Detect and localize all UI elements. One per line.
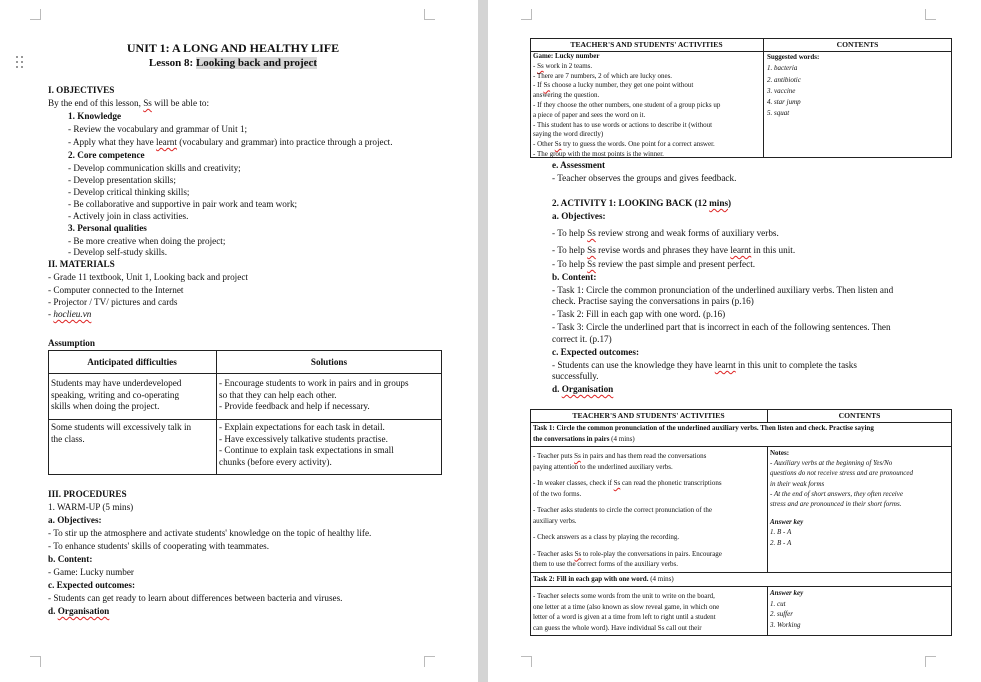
personal-heading: 3. Personal qualities — [68, 223, 147, 233]
warmup-content: - Game: Lucky number — [48, 567, 134, 577]
knowledge-item: - Apply what they have learnt (vocabulary and grammar) into practice through a project. — [68, 137, 393, 147]
table-divider — [767, 446, 768, 572]
competence-item: - Develop presentation skills; — [68, 175, 176, 185]
activity1-task: - Task 3: Circle the underlined part that is incorrect in each of the following sentences. Then — [552, 322, 891, 332]
crop-mark — [925, 9, 936, 20]
competence-heading: 2. Core competence — [68, 150, 145, 160]
task1-activities: - Teacher puts Ss in pairs and has them read the conversations paying attention to the underlined auxiliary verbs. - In weaker classes, check if Ss can read the phonetic transcriptions of the two forms. - Teacher asks students to circle the correct pronunciation of the auxiliary verbs. - Check answers as a class by playing the recording. - Teacher asks Ss to role-play the conversations in pairs. Encourage them to use the correct forms of the auxiliary verbs. — [533, 452, 722, 568]
objectives-heading: I. OBJECTIVES — [48, 85, 115, 95]
activity1-objective: - To help Ss review the past simple and present perfect. — [552, 259, 756, 269]
table-header-activities: TEACHER'S AND STUDENTS' ACTIVITIES — [570, 40, 723, 49]
materials-heading: II. MATERIALS — [48, 259, 115, 269]
difficulty-cell: Students may have underdeveloped speaking, writing and co-operating skills when doing the project. — [51, 378, 182, 411]
competence-item: - Develop communication skills and creativity; — [68, 163, 241, 173]
table-header-solutions: Solutions — [310, 357, 348, 367]
activity1-outcome: - Students can use the knowledge they have learnt in this unit to complete the tasks — [552, 360, 857, 370]
solution-cell: - Explain expectations for each task in detail. - Have excessively talkative students practise. - Continue to explain task expectations in small chunks (before every activity). — [219, 422, 394, 467]
crop-mark — [424, 656, 435, 667]
procedures-heading: III. PROCEDURES — [48, 489, 127, 499]
competence-item: - Actively join in class activities. — [68, 211, 189, 221]
crop-mark — [521, 656, 532, 667]
materials-item: - hoclieu.vn — [48, 309, 92, 319]
crop-mark — [521, 9, 532, 20]
task1-notes: Notes: - Auxiliary verbs at the beginning of Yes/No questions do not receive stress and are pronounced in their weak forms - At the end of short answers, they often receive stress and are pronounced in their short forms. Answer key 1. B - A 2. B - A — [770, 449, 914, 547]
table-divider — [767, 586, 768, 636]
warmup-objective: - To stir up the atmosphere and activate students' knowledge on the topic of healthy life. — [48, 528, 372, 538]
lesson-topic: Looking back and project — [195, 57, 318, 69]
crop-mark — [424, 9, 435, 20]
materials-item: - Grade 11 textbook, Unit 1, Looking back and project — [48, 272, 248, 282]
activity1-objective: - To help Ss review strong and weak forms of auxiliary verbs. — [552, 228, 779, 238]
competence-item: - Be collaborative and supportive in pair work and team work; — [68, 199, 298, 209]
warmup-organisation-heading: d. Organisation — [48, 606, 110, 616]
assessment-heading: e. Assessment — [552, 160, 606, 170]
activity1-task: correct it. (p.17) — [552, 334, 612, 344]
personal-item: - Develop self-study skills. — [68, 247, 168, 257]
objectives-intro: By the end of this lesson, Ss will be able to: — [48, 98, 210, 108]
warmup-objective: - To enhance students' skills of cooperating with teammates. — [48, 541, 270, 551]
materials-link[interactable]: hoclieu.vn — [53, 309, 92, 319]
table-divider — [763, 38, 764, 158]
table-divider — [530, 446, 952, 447]
table-header-contents: CONTENTS — [838, 411, 881, 420]
assessment-item: - Teacher observes the groups and gives feedback. — [552, 173, 737, 183]
knowledge-item: - Review the vocabulary and grammar of Unit 1; — [68, 124, 248, 134]
unit-title: UNIT 1: A LONG AND HEALTHY LIFE — [126, 41, 340, 55]
warmup-outcome: - Students can get ready to learn about differences between bacteria and viruses. — [48, 593, 343, 603]
activity1-organisation-heading: d. Organisation — [552, 384, 614, 394]
table-divider — [48, 419, 442, 420]
crop-mark — [30, 9, 41, 20]
materials-item: - Projector / TV/ pictures and cards — [48, 297, 178, 307]
task2-title: Task 2: Fill in each gap with one word. (4 mins) — [533, 575, 674, 583]
table-header-contents: CONTENTS — [836, 40, 879, 49]
table-divider — [48, 373, 442, 374]
task2-answer-key: Answer key 1. cut 2. suffer 3. Working — [770, 589, 804, 629]
activity1-heading: 2. ACTIVITY 1: LOOKING BACK (12 mins) — [552, 198, 732, 208]
warmup-heading: 1. WARM-UP (5 mins) — [48, 502, 134, 512]
assumption-heading: Assumption — [48, 338, 95, 348]
table-divider — [530, 586, 952, 587]
game-instructions: Game: Lucky number - Ss work in 2 teams. - There are 7 numbers, 2 of which are lucky ones. - If Ss choose a lucky number, they get one point without answering the question. - If they choose the other numbers, one student of a group picks up a piece of paper and sees the word on it. - This student has to use words or actions to describe it (without saying the word directly) - Other Ss try to guess the words. One point for a correct answer. - The group with the most points is the winner. — [533, 52, 721, 158]
activity1-task: check. Practise saying the conversations in pairs (p.16) — [552, 296, 754, 306]
warmup-objectives-heading: a. Objectives: — [48, 515, 102, 525]
table-divider — [216, 350, 217, 475]
page-gap — [478, 0, 488, 682]
warmup-outcomes-heading: c. Expected outcomes: — [48, 580, 136, 590]
activity1-task: - Task 2: Fill in each gap with one word. (p.16) — [552, 309, 726, 319]
crop-mark — [30, 656, 41, 667]
competence-item: - Develop critical thinking skills; — [68, 187, 190, 197]
crop-mark — [925, 656, 936, 667]
table-header-activities: TEACHER'S AND STUDENTS' ACTIVITIES — [572, 411, 725, 420]
difficulty-cell: Some students will excessively talk in the class. — [51, 422, 192, 444]
lesson-title: Lesson 8: Looking back and project — [148, 57, 318, 69]
table-header-difficulties: Anticipated difficulties — [87, 357, 177, 367]
personal-item: - Be more creative when doing the project; — [68, 236, 226, 246]
knowledge-heading: 1. Knowledge — [68, 111, 122, 121]
document-page-left — [0, 0, 478, 682]
materials-item: - Computer connected to the Internet — [48, 285, 184, 295]
suggested-words: Suggested words: 1. bacteria 2. antibiotic 3. vaccine 4. star jump 5. squat — [767, 53, 820, 118]
activity1-objectives-heading: a. Objectives: — [552, 211, 606, 221]
task1-title: Task 1: Circle the common pronunciation of the underlined auxiliary verbs. Then listen and check. Practise saying the conversations in pairs (4 mins) — [533, 424, 874, 443]
task2-activities: - Teacher selects some words from the unit to write on the board, one letter at a time (also known as slow reveal game, in which one letter of a word is given at a time from left to right until a student can guess the whole word). Have individual Ss call out their — [533, 592, 720, 632]
activity1-outcomes-heading: c. Expected outcomes: — [552, 347, 640, 357]
document-page-right — [488, 0, 981, 682]
activity1-objective: - To help Ss revise words and phrases they have learnt in this unit. — [552, 245, 796, 255]
solution-cell: - Encourage students to work in pairs and in groups so that they can help each other. - Provide feedback and help if necessary. — [219, 378, 409, 411]
warmup-content-heading: b. Content: — [48, 554, 93, 564]
activity1-content-heading: b. Content: — [552, 272, 597, 282]
activity1-outcome: successfully. — [552, 371, 599, 381]
activity1-task: - Task 1: Circle the common pronunciation of the underlined auxiliary verbs. Then listen and — [552, 285, 894, 295]
